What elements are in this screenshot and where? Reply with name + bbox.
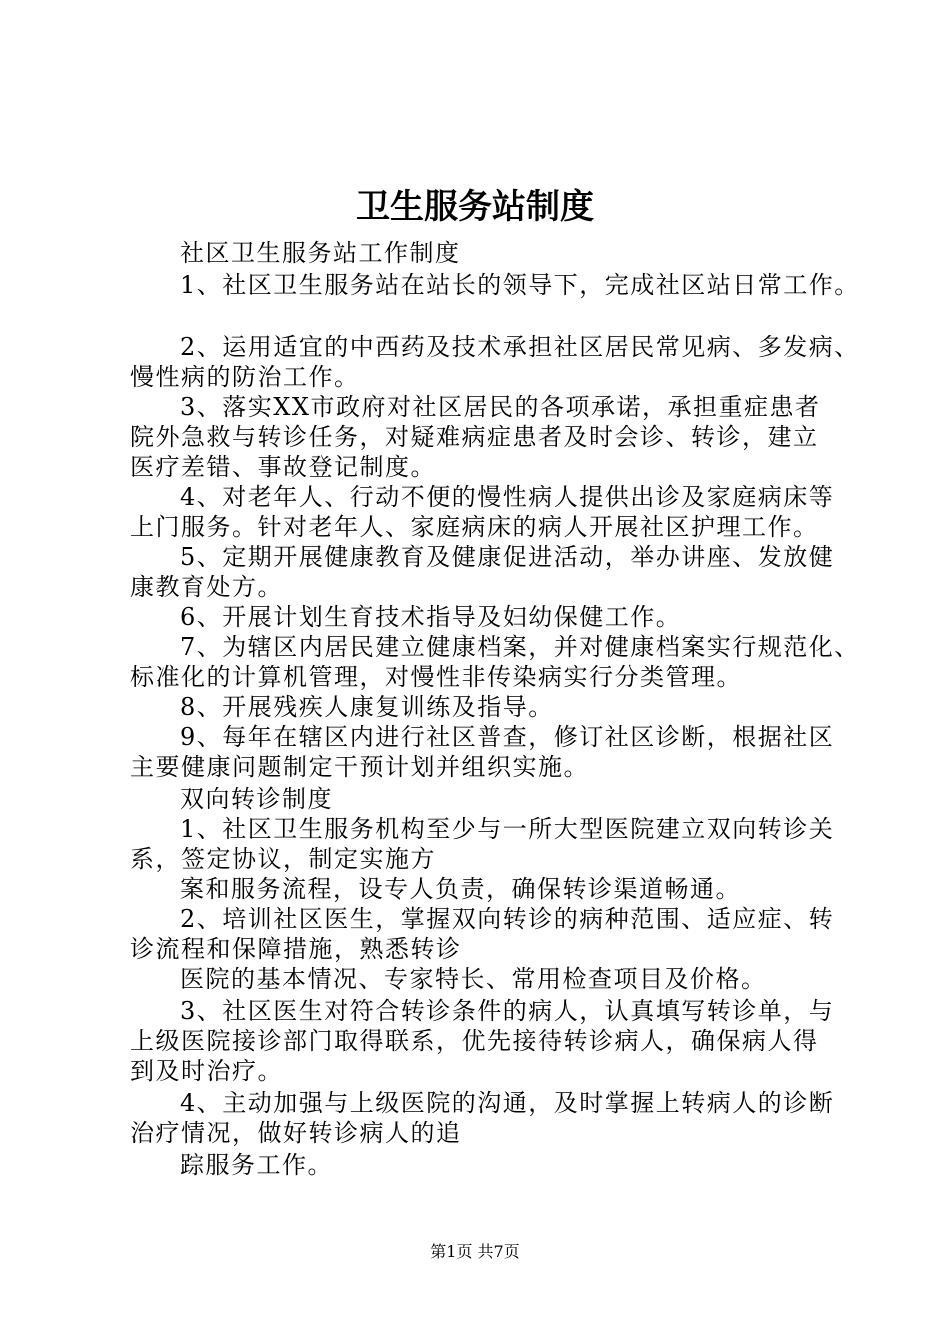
text-line: 康教育处方。: [130, 573, 283, 601]
text-line: 系，签定协议，制定实施方: [130, 845, 436, 873]
page-number: 第1页 共7页: [430, 1242, 520, 1261]
text-line: 5、定期开展健康教育及健康促进活动，举办讲座、发放健: [180, 543, 835, 571]
text-line: 7、为辖区内居民建立健康档案，并对健康档案实行规范化、: [180, 633, 860, 661]
text-line: 1、社区卫生服务站在站长的领导下，完成社区站日常工作。: [180, 271, 860, 299]
text-line: 上级医院接诊部门取得联系，优先接待转诊病人，确保病人得: [130, 1027, 819, 1055]
text-line: 慢性病的防治工作。: [130, 363, 360, 391]
document-title: 卫生服务站制度: [356, 187, 594, 227]
text-line: 诊流程和保障措施，熟悉转诊: [130, 935, 462, 963]
text-line: 2、培训社区医生，掌握双向转诊的病种范围、适应症、转: [180, 905, 835, 933]
text-line: 治疗情况，做好转诊病人的追: [130, 1119, 462, 1147]
text-line: 1、社区卫生服务机构至少与一所大型医院建立双向转诊关: [180, 815, 835, 843]
text-line: 3、落实XX市政府对社区居民的各项承诺，承担重症患者: [180, 393, 821, 421]
text-line: 案和服务流程，设专人负责，确保转诊渠道畅通。: [180, 875, 741, 903]
text-line: 3、社区医生对符合转诊条件的病人，认真填写转诊单，与: [180, 997, 835, 1025]
text-line: 2、运用适宜的中西药及技术承担社区居民常见病、多发病、: [180, 333, 860, 361]
text-line: 8、开展残疾人康复训练及指导。: [180, 693, 554, 721]
text-line: 4、对老年人、行动不便的慢性病人提供出诊及家庭病床等: [180, 483, 835, 511]
text-line: 医院的基本情况、专家特长、常用检查项目及价格。: [180, 965, 767, 993]
text-line: 9、每年在辖区内进行社区普查，修订社区诊断，根据社区: [180, 723, 835, 751]
text-line: 到及时治疗。: [130, 1057, 283, 1085]
text-line: 4、主动加强与上级医院的沟通，及时掌握上转病人的诊断: [180, 1089, 835, 1117]
text-line: 踪服务工作。: [180, 1151, 333, 1179]
text-line: 医疗差错、事故登记制度。: [130, 453, 436, 481]
text-line: 主要健康问题制定干预计划并组织实施。: [130, 753, 589, 781]
text-line: 院外急救与转诊任务，对疑难病症患者及时会诊、转诊，建立: [130, 423, 819, 451]
text-line: 6、开展计划生育技术指导及妇幼保健工作。: [180, 603, 682, 631]
section-heading-referral: 双向转诊制度: [180, 785, 333, 813]
text-line: 上门服务。针对老年人、家庭病床的病人开展社区护理工作。: [130, 513, 819, 541]
section-heading-work-rules: 社区卫生服务站工作制度: [180, 239, 461, 267]
text-line: 标准化的计算机管理，对慢性非传染病实行分类管理。: [130, 663, 742, 691]
